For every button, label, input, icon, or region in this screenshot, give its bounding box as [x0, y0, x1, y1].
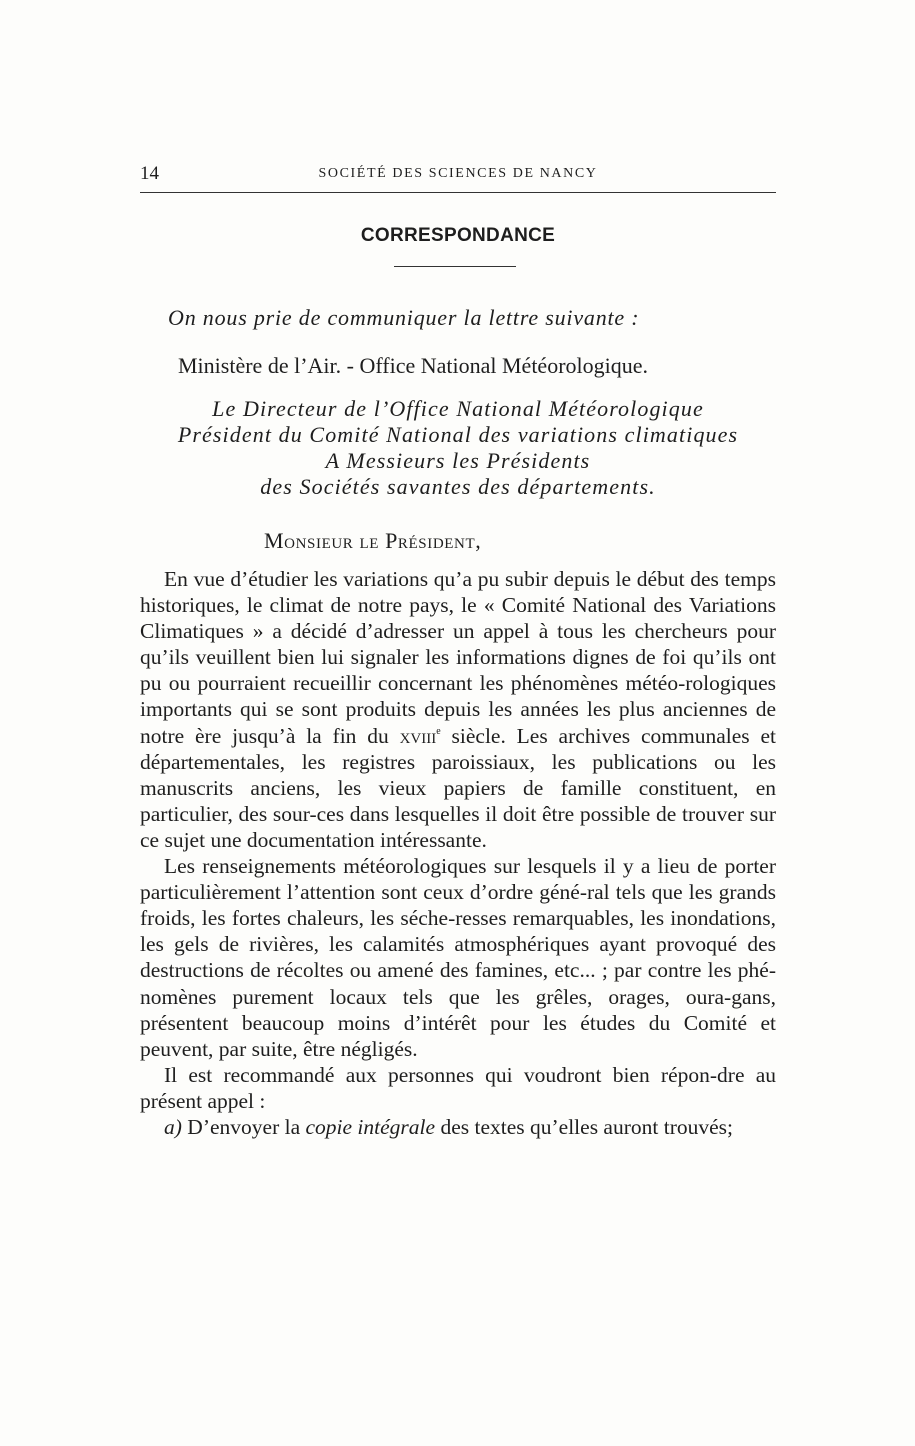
intro-line: On nous prie de communiquer la lettre suivante : [168, 305, 640, 330]
item-a-text-end: des textes qu’elles auront trouvés; [435, 1114, 733, 1139]
section-title: CORRESPONDANCE [360, 225, 556, 246]
letter-body [140, 566, 776, 1140]
addressee-line: Président du Comité National des variations climatiques [177, 422, 739, 447]
addressee-block [140, 396, 776, 500]
addressee-line: Le Directeur de l’Office National Météorologique [212, 396, 704, 421]
paragraph-2: Les renseignements météorologiques sur lesquels il y a lieu de porter particulièrement l’attention sont ceux d’ordre géné-ral tels que les grands froids, les fortes chaleurs, les séche-resses remarquables, les inondations, les gels de rivières, les calamités atmosphériques ayant provoqué des destructions de récoltes ou amené des famines, etc... ; par contre les phé-nomènes purement locaux tels que les grêles, orages, oura-gans, présentent beaucoup moins d’intérêt pour les études du Comité et peuvent, par suite, être négligés. [140, 854, 776, 1061]
item-a [140, 1114, 776, 1140]
header-rule [140, 192, 776, 193]
century-superscript: e [436, 725, 441, 737]
paragraph-1-text-end: siècle. Les archives communales et départementales, les registres paroissiaux, les publications ou les manuscrits anciens, les vieux papiers de famille constituent, en particulier, des sour-ces dans lesquelles il doit être possible de trouver sur ce sujet une documentation intéressante. [140, 723, 776, 852]
running-head [140, 163, 776, 189]
paragraph-1 [140, 566, 776, 853]
section-divider [394, 266, 516, 267]
addressee-line: A Messieurs les Présidents [325, 448, 591, 473]
item-a-marker: a) [164, 1114, 182, 1139]
century-numeral: xviii [399, 723, 437, 748]
item-a-emphasis: copie intégrale [305, 1114, 436, 1139]
page-number: 14 [140, 163, 159, 184]
ministry-line: Ministère de l’Air. - Office National Météorologique. [178, 353, 649, 378]
paragraph-3: Il est recommandé aux personnes qui voudront bien répon-dre au présent appel : [140, 1062, 776, 1113]
item-a-text: D’envoyer la [181, 1114, 306, 1139]
journal-title: SOCIÉTÉ DES SCIENCES DE NANCY [318, 166, 598, 181]
salutation: Monsieur le Président, [264, 528, 482, 553]
addressee-line: des Sociétés savantes des départements. [260, 474, 656, 499]
paragraph-1-text: En vue d’étudier les variations qu’a pu subir depuis le début des temps historiques, le climat de notre pays, le « Comité National des Variations Climatiques » a décidé d’adresser un appel à tous les chercheurs pour qu’ils veuillent bien lui signaler les informations dignes de foi qu’ils ont pu ou pourraient recueillir concernant les phénomènes météo-rologiques importants qui se sont produits depuis les années les plus anciennes de notre ère jusqu’à la fin du [140, 567, 776, 748]
